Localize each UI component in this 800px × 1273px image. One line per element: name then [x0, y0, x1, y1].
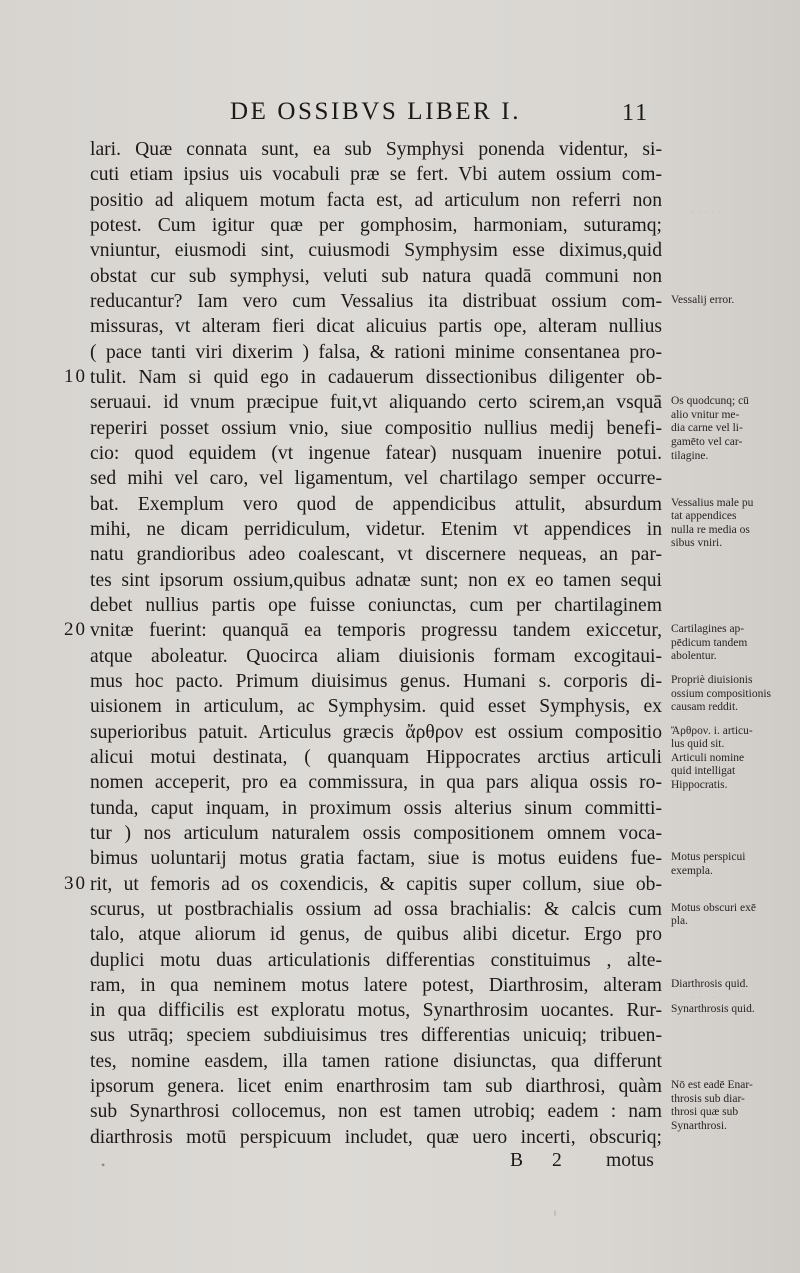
text-line: sus utrāq; speciem subdiuisimus tres differentias unicuiq; tribuen-: [90, 1025, 662, 1047]
text-line: sed mihi vel caro, vel ligamentum, vel chartilago semper occurre-: [90, 468, 662, 490]
marginal-note-line: Vessalius male pu: [671, 496, 754, 509]
text-line: mus hoc pacto. Primum diuisimus genus. Humani s. corporis di-: [90, 670, 662, 692]
text-line: cio: quod equidem (vt ingenue fatear) nusquam inuenire potui.: [90, 442, 662, 464]
text-line: natu grandioribus adeo coalescant, vt discernere nequeas, an par-: [90, 544, 662, 566]
marginal-note-line: Synarthrosis quid.: [671, 1003, 755, 1016]
marginal-note-line: dia carne vel li-: [671, 422, 743, 435]
text-line: superioribus patuit. Articulus græcis ἄρθρον est ossium compositio: [90, 721, 662, 743]
marginal-note-line: Propriè diuisionis: [671, 673, 753, 686]
text-line: alicui motui destinata, ( quanquam Hippocrates arctius articuli: [90, 746, 662, 768]
marginal-note-line: gamēto vel car-: [671, 436, 743, 449]
text-line: tur ) nos articulum naturalem ossis compositionem omnem voca-: [90, 822, 662, 844]
text-line: diarthrosis motū perspicuum includet, quæ uero incerti, obscuriq;: [90, 1126, 662, 1148]
marginal-note: [671, 1003, 789, 1017]
text-line: scurus, ut postbrachialis ossium ad ossa brachialis: & calcis cum: [90, 898, 662, 920]
text-line: reperiri posset ossium vnio, siue compositio nullius medij benefi-: [90, 417, 662, 439]
marginal-note-line: Motus obscuri exē: [671, 901, 756, 914]
page-number: 11: [622, 100, 650, 126]
marginal-note-line: abolentur.: [671, 650, 717, 663]
marginal-note-line: throsis sub diar-: [671, 1092, 745, 1105]
marginal-note-line: Synarthrosi.: [671, 1119, 727, 1132]
marginal-note-line: Cartilagines ap-: [671, 623, 745, 636]
marginal-note-line: exempla.: [671, 864, 713, 877]
text-line: ram, in qua neminem motus latere potest, Diarthrosim, alteram: [90, 974, 662, 996]
marginal-note-line: alio vnitur me-: [671, 408, 740, 421]
marginal-note: [671, 902, 789, 929]
marginal-note: [671, 294, 789, 308]
marginal-note: [671, 674, 789, 715]
marginal-note-line: ossium compositionis: [671, 687, 771, 700]
marginal-note-line: Hippocratis.: [671, 778, 728, 791]
marginal-note-line: Vessalij error.: [671, 293, 735, 306]
text-line: mihi, ne dicam perridiculum, videtur. Etenim vt appendices in: [90, 518, 662, 540]
marginal-note-line: tat appendices: [671, 510, 737, 523]
text-line: ipsorum genera. licet enim enarthrosim tam sub diarthrosi, quàm: [90, 1076, 662, 1098]
marginal-note-line: tilagine.: [671, 449, 709, 462]
text-line: debet nullius partis ope fuisse coniunctas, cum per chartilaginem: [90, 594, 662, 616]
marginal-note-line: throsi quæ sub: [671, 1106, 739, 1119]
text-line: in qua difficilis est exploratu motus, Synarthrosim uocantes. Rur-: [90, 1000, 662, 1022]
marginal-note: [671, 725, 789, 793]
body-text: [90, 137, 662, 1150]
marginal-note-line: pēdicum tandem: [671, 636, 748, 649]
text-line: sub Synarthrosi collocemus, non est tamen utrobiq; eadem : nam: [90, 1101, 662, 1123]
text-line: tes, nomine easdem, illa tamen ratione disiunctas, qua differunt: [90, 1050, 662, 1072]
text-line: nomen acceperit, pro ea commissura, in qua pars aliqua ossis ro-: [90, 772, 662, 794]
marginal-note-line: nulla re media os: [671, 523, 750, 536]
text-line: obstat cur sub symphysi, veluti sub natura quadā communi non: [90, 265, 662, 287]
marginal-note: [671, 497, 789, 551]
marginal-note-line: Nō est eadē Enar-: [671, 1079, 753, 1092]
text-line: tes sint ipsorum ossium,quibus adnatæ sunt; non ex eo tamen sequi: [90, 569, 662, 591]
text-line: potest. Cum igitur quæ per gomphosim, harmoniam, suturamq;: [90, 214, 662, 236]
text-line: positio ad aliquem motum facta est, ad articulum non referri non: [90, 189, 662, 211]
text-line: uisionem in articulum, ac Symphysim. quid esset Symphysis, ex: [90, 696, 662, 718]
text-line: bimus uoluntarij motus gratia factam, siue is motus euidens fue-: [90, 848, 662, 870]
text-line: atque aboleatur. Quocirca aliam diuisionis formam excogitaui-: [90, 645, 662, 667]
text-line: vniuntur, eiusmodi sint, cuiusmodi Symphysim esse diximus,quid: [90, 240, 662, 262]
text-line: talo, atque aliorum id genus, de quibus alibi dicetur. Ergo pro: [90, 924, 662, 946]
running-title: DE OSSIBVS LIBER I.: [230, 98, 522, 125]
marginal-note-line: Articuli nomine: [671, 751, 745, 764]
marginal-note-line: sibus vniri.: [671, 537, 723, 550]
ink-speck: •: [101, 1158, 106, 1172]
text-line: tulit. Nam si quid ego in cadauerum dissectionibus diligenter ob-: [90, 366, 662, 388]
text-line: tunda, caput inquam, in proximum ossis alterius sinum committi-: [90, 797, 662, 819]
marginal-note: [671, 395, 789, 463]
text-line: duplici motu duas articulationis differentias constituimus , alte-: [90, 949, 662, 971]
text-line: missuras, vt alteram fieri dicat alicuius partis ope, alteram nullius: [90, 316, 662, 338]
text-line: seruaui. id vnum præcipue fuit,vt aliquando certo scirem,an vsquā: [90, 392, 662, 414]
text-line: lari. Quæ connata sunt, ea sub Symphysi ponenda videntur, si-: [90, 139, 662, 160]
text-line: ( pace tanti viri dixerim ) falsa, & rationi minime consentanea pro-: [90, 341, 662, 363]
text-line: cuti etiam ipsius uis vocabuli præ se fert. Vbi autem ossium com-: [90, 164, 662, 186]
catchword: motus: [606, 1150, 654, 1171]
marginal-note-line: Diarthrosis quid.: [671, 977, 749, 990]
text-line: vnitæ fuerint: quanquā ea temporis progressu tandem exiccetur,: [90, 620, 662, 642]
text-line: rit, ut femoris ad os coxendicis, & capitis super collum, siue ob-: [90, 873, 662, 895]
text-line: reducantur? Iam vero cum Vessalius ita distribuat ossium com-: [90, 290, 662, 312]
signature-mark: B 2: [510, 1150, 574, 1171]
line-number: 20: [64, 619, 87, 641]
ink-speck: ˡ: [554, 1208, 556, 1222]
marginal-note: [671, 623, 789, 664]
marginal-note-line: Motus perspicui: [671, 851, 746, 864]
marginal-note-line: Ἄρθρον. i. articu-: [671, 724, 753, 737]
marginal-note-line: Os quodcunq; cū: [671, 395, 749, 408]
text-line: bat. Exemplum vero quod de appendicibus attulit, absurdum: [90, 493, 662, 515]
marginal-note: [671, 1079, 789, 1133]
marginal-note-line: lus quid sit.: [671, 738, 725, 751]
marginal-note-line: pla.: [671, 915, 688, 928]
line-number: 30: [64, 872, 87, 894]
marginal-note: [671, 851, 789, 878]
show-through: · · · · ·: [690, 205, 722, 219]
marginal-note-line: causam reddit.: [671, 701, 739, 714]
line-number: 10: [64, 365, 87, 387]
marginal-note-line: quid intelligat: [671, 765, 736, 778]
show-through: · · · ·: [690, 990, 715, 1004]
